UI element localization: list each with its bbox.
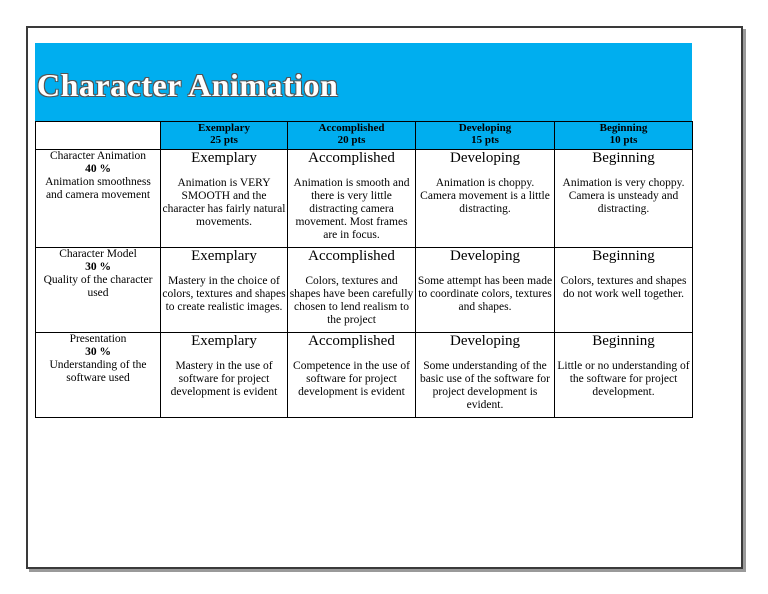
table-row [36,150,693,248]
cell-level-title: Exemplary [191,333,257,349]
level-name: Exemplary [198,122,250,134]
level-header-developing [416,122,555,150]
cell-description: Some understanding of the basic use of the software for project development is evident. [420,360,550,411]
level-header-beginning [555,122,693,150]
level-name: Developing [458,122,512,134]
level-name: Accomplished [318,122,385,134]
level-points: 20 pts [337,134,366,146]
criterion-name: Character Model [59,248,137,260]
level-header-accomplished [288,122,416,150]
cell-level-title: Developing [450,248,520,264]
cell-level-title: Beginning [592,248,655,264]
rubric-cell [416,333,555,418]
criterion-weight: 30 % [85,261,111,273]
rubric-cell [161,248,288,333]
cell-description: Little or no understanding of the software for project development. [557,360,690,398]
cell-level-title: Accomplished [308,150,395,166]
criterion-description: Quality of the character used [43,274,153,299]
table-row [36,333,693,418]
rubric-cell [288,333,416,418]
cell-description: Animation is VERY SMOOTH and the character has fairly natural movements. [162,177,286,228]
cell-level-title: Developing [450,150,520,166]
cell-description: Animation is smooth and there is very little distracting camera movement. Most frames are in focus. [293,177,410,241]
cell-level-title: Exemplary [191,150,257,166]
rubric-cell [288,248,416,333]
rubric-cell [161,333,288,418]
level-points: 15 pts [471,134,499,146]
cell-description: Mastery in the choice of colors, textures and shapes to create realistic images. [162,275,286,313]
cell-level-title: Accomplished [308,333,395,349]
rubric-cell [555,333,693,418]
rubric-cell [416,248,555,333]
rubric-cell [416,150,555,248]
cell-description: Animation is choppy. Camera movement is a little distracting. [420,177,550,215]
criterion-cell [36,150,161,248]
criterion-weight: 30 % [85,346,111,358]
rubric-corner-cell [36,122,161,150]
cell-level-title: Beginning [592,333,655,349]
rubric-cell [555,150,693,248]
rubric-cell [555,248,693,333]
cell-description: Competence in the use of software for project development is evident [293,360,410,398]
cell-description: Colors, textures and shapes have been carefully chosen to lend realism to the project [289,275,414,326]
cell-description: Animation is very choppy. Camera is unsteady and distracting. [562,177,685,215]
cell-description: Some attempt has been made to coordinate colors, textures and shapes. [417,275,553,313]
table-row [36,248,693,333]
criterion-cell [36,333,161,418]
level-header-exemplary [161,122,288,150]
rubric-header-row [36,122,693,150]
cell-level-title: Exemplary [191,248,257,264]
criterion-cell [36,248,161,333]
criterion-weight: 40 % [85,163,111,175]
level-points: 25 pts [210,134,238,146]
cell-level-title: Developing [450,333,520,349]
cell-level-title: Accomplished [308,248,395,264]
rubric-cell [288,150,416,248]
criterion-description: Understanding of the software used [49,359,147,384]
criterion-name: Character Animation [49,150,147,162]
rubric-cell [161,150,288,248]
level-name: Beginning [599,122,648,134]
title-banner [35,43,692,121]
rubric-table [35,121,693,418]
level-points: 10 pts [609,134,638,146]
cell-description: Mastery in the use of software for project development is evident [170,360,278,398]
cell-description: Colors, textures and shapes do not work well together. [560,275,687,300]
criterion-description: Animation smoothness and camera movement [45,176,151,201]
criterion-name: Presentation [69,333,127,345]
page-title: Character Animation [37,67,339,103]
cell-level-title: Beginning [592,150,655,166]
